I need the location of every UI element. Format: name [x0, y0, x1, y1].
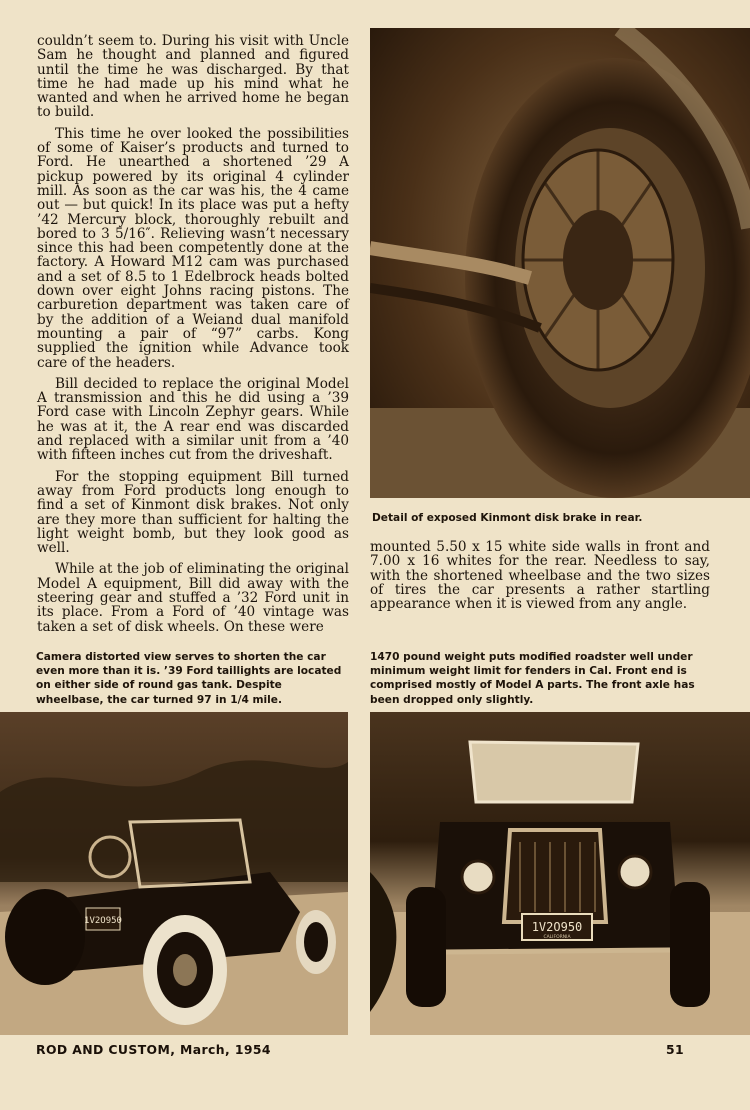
brake-detail-photo	[370, 28, 750, 498]
roadster-front-photo	[370, 712, 750, 1035]
magazine-footer: ROD AND CUSTOM, March, 1954	[36, 1042, 271, 1057]
roadster-rear-photo	[0, 712, 348, 1035]
rear-license-plate: 1V2O950	[84, 916, 122, 926]
left-text-column	[37, 34, 349, 634]
right-text-column	[370, 540, 710, 611]
brake-photo-caption: Detail of exposed Kinmont disk brake in rear.	[372, 512, 643, 524]
paragraph: mounted 5.50 x 15 white side walls in front and 7.00 x 16 whites for the rear. Needless to say, with the shortened wheelbase and the two sizes of tires the car presents a rather startling appearance when it is viewed from any angle.	[370, 539, 710, 613]
paragraph: This time he over looked the possibilities of some of Kaiser’s products and turned to Ford. He unearthed a shortened ’29 A pickup powered by its original 4 cylinder mill. As soon as the car was his, the 4 came out — but quick! In its place was put a hefty ’42 Mercury block, thoroughly rebuilt and bored to 3 5/16″. Relieving wasn’t necessary since this had been competently done at the factory. A Howard M12 cam was purchased and a set of 8.5 to 1 Edelbrock heads bolted down over eight Johns racing pistons. The carburetion department was taken care of by the addition of a Weiand dual manifold mounting a pair of “97” carbs. Kong supplied the ignition while Advance took care of the headers.	[37, 125, 349, 371]
front-license-plate-state: CALIFORNIA	[543, 935, 571, 940]
paragraph: For the stopping equipment Bill turned away from Ford products long enough to find a set of Kinmont disk brakes. Not only are they more than sufficient for halting the light weight bomb, but they look good as well.	[37, 468, 349, 557]
paragraph: While at the job of eliminating the original Model A equipment, Bill did away with the steering gear and stuffed a ’32 Ford unit in its place. From a Ford of ’40 vintage was taken a set of disk wheels. On these were	[37, 561, 349, 635]
paragraph: Bill decided to replace the original Model A transmission and this he did using a ’39 Ford case with Lincoln Zephyr gears. While he was at it, the A rear end was discarded and replaced with a similar unit from a ’40 with fifteen inches cut from the driveshaft.	[37, 375, 349, 464]
page-number: 51	[666, 1042, 685, 1057]
front-license-plate: 1V2O950	[531, 920, 583, 934]
rear-view-caption: Camera distorted view serves to shorten the car even more than it is. ’39 Ford taillights are located on either side of round gas tank. Despite wheelbase, the car turned 97 in 1/4 mile.	[36, 651, 342, 706]
paragraph: couldn’t seem to. During his visit with Uncle Sam he thought and planned and figured until the time he was discharged. By that time he had made up his mind what he wanted and when he arrived home he began to build.	[37, 33, 349, 121]
front-view-caption: 1470 pound weight puts modified roadster well under minimum weight limit for fenders in Cal. Front end is comprised mostly of Model A parts. The front axle has been dropped only slightly.	[370, 651, 695, 706]
